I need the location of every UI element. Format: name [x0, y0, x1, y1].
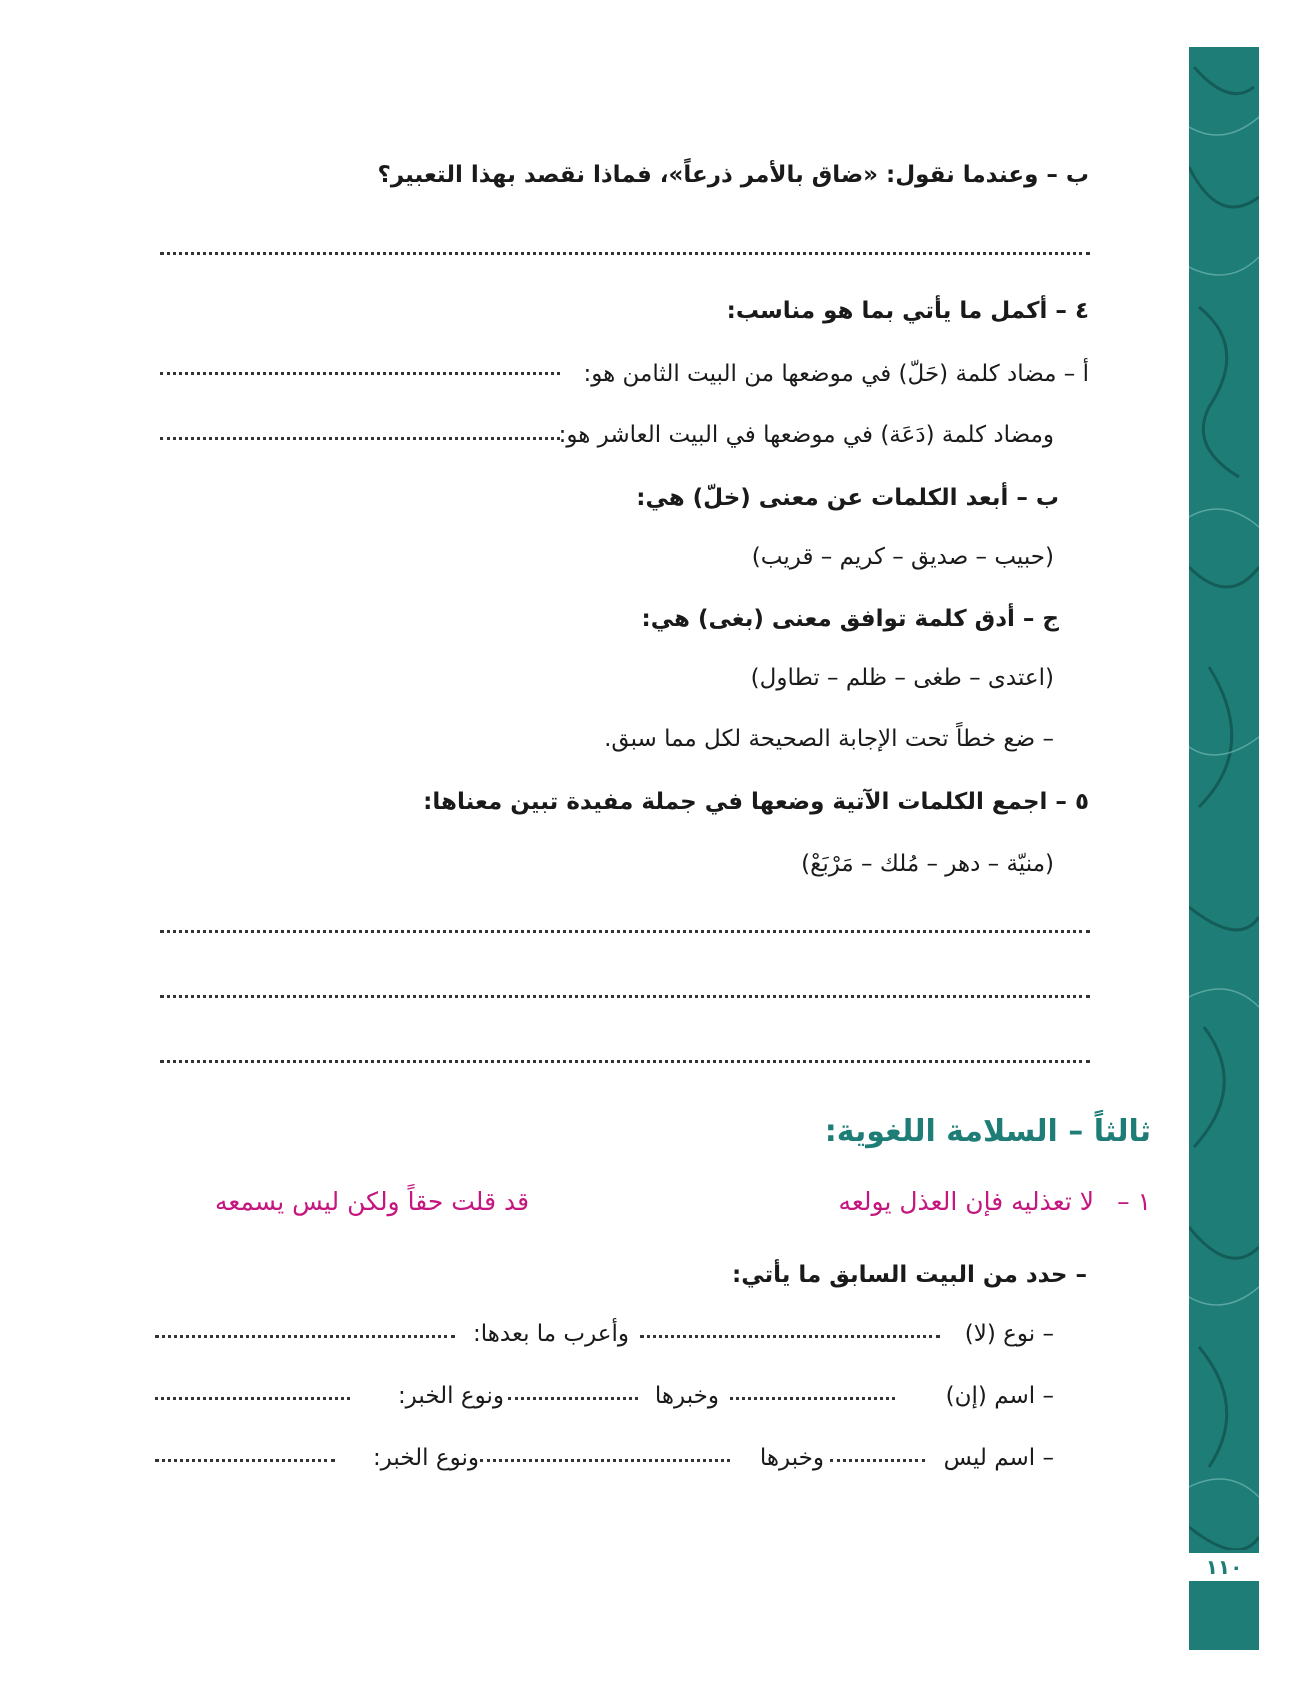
answer-line[interactable]	[160, 1060, 1090, 1063]
item-laysa-noun: – اسم ليس	[943, 1445, 1054, 1471]
question-4-title: ٤ – أكمل ما يأتي بما هو مناسب:	[726, 298, 1089, 324]
answer-line[interactable]	[160, 252, 1090, 255]
item-laysa-predicate: وخبرها	[759, 1445, 824, 1471]
answer-line[interactable]	[160, 995, 1090, 998]
question-5-words: (منيّة – دهر – مُلك – مَرْبَعْ)	[801, 851, 1054, 877]
question-4b: ب – أبعد الكلمات عن معنى (خلّ) هي:	[636, 485, 1059, 511]
question-3b: ب – وعندما نقول: «ضاق بالأمر ذرعاً»، فماذا نقصد بهذا التعبير؟	[377, 162, 1089, 188]
question-4-note: – ضع خطاً تحت الإجابة الصحيحة لكل مما سبق.	[604, 726, 1054, 752]
answer-line[interactable]	[160, 437, 560, 440]
question-4b-options: (حبيب – صديق – كريم – قريب)	[751, 544, 1054, 570]
question-4c-options: (اعتدى – طغى – ظلم – تطاول)	[750, 665, 1054, 691]
answer-line[interactable]	[830, 1459, 925, 1462]
item-inna-predicate-type: ونوع الخبر:	[397, 1383, 504, 1409]
question-5-title: ٥ – اجمع الكلمات الآتية وضعها في جملة مفيدة تبين معناها:	[423, 789, 1089, 815]
question-4a-line2: ومضاد كلمة (دَعَة) في موضعها في البيت العاشر هو:	[558, 422, 1054, 448]
answer-line[interactable]	[155, 1459, 335, 1462]
item-la-parse: وأعرب ما بعدها:	[473, 1321, 629, 1347]
question-4a-line1: أ – مضاد كلمة (حَلّ) في موضعها من البيت الثامن هو:	[583, 361, 1089, 387]
verse-number: ١ –	[1117, 1187, 1151, 1216]
answer-line[interactable]	[508, 1397, 638, 1400]
side-decorative-band	[1189, 47, 1259, 1650]
answer-line[interactable]	[155, 1335, 455, 1338]
item-inna-noun: – اسم (إن)	[945, 1383, 1054, 1409]
item-inna-predicate: وخبرها	[654, 1383, 719, 1409]
verse-hemistich-1: لا تعذليه فإن العذل يولعه	[838, 1187, 1094, 1216]
answer-line[interactable]	[160, 372, 560, 375]
answer-line[interactable]	[480, 1459, 730, 1462]
answer-line[interactable]	[155, 1397, 350, 1400]
answer-line[interactable]	[160, 930, 1090, 933]
answer-line[interactable]	[640, 1335, 940, 1338]
section-3-instruction: – حدد من البيت السابق ما يأتي:	[732, 1262, 1087, 1288]
page-number: ١١٠	[1189, 1550, 1259, 1584]
item-la-type: – نوع (لا)	[964, 1321, 1054, 1347]
verse-hemistich-2: قد قلت حقاً ولكن ليس يسمعه	[215, 1187, 530, 1216]
band-pattern	[1189, 47, 1259, 1650]
section-3-title: ثالثاً – السلامة اللغوية:	[824, 1114, 1151, 1149]
question-4c: ج – أدق كلمة توافق معنى (بغى) هي:	[641, 606, 1059, 632]
item-laysa-predicate-type: ونوع الخبر:	[372, 1445, 479, 1471]
answer-line[interactable]	[730, 1397, 895, 1400]
